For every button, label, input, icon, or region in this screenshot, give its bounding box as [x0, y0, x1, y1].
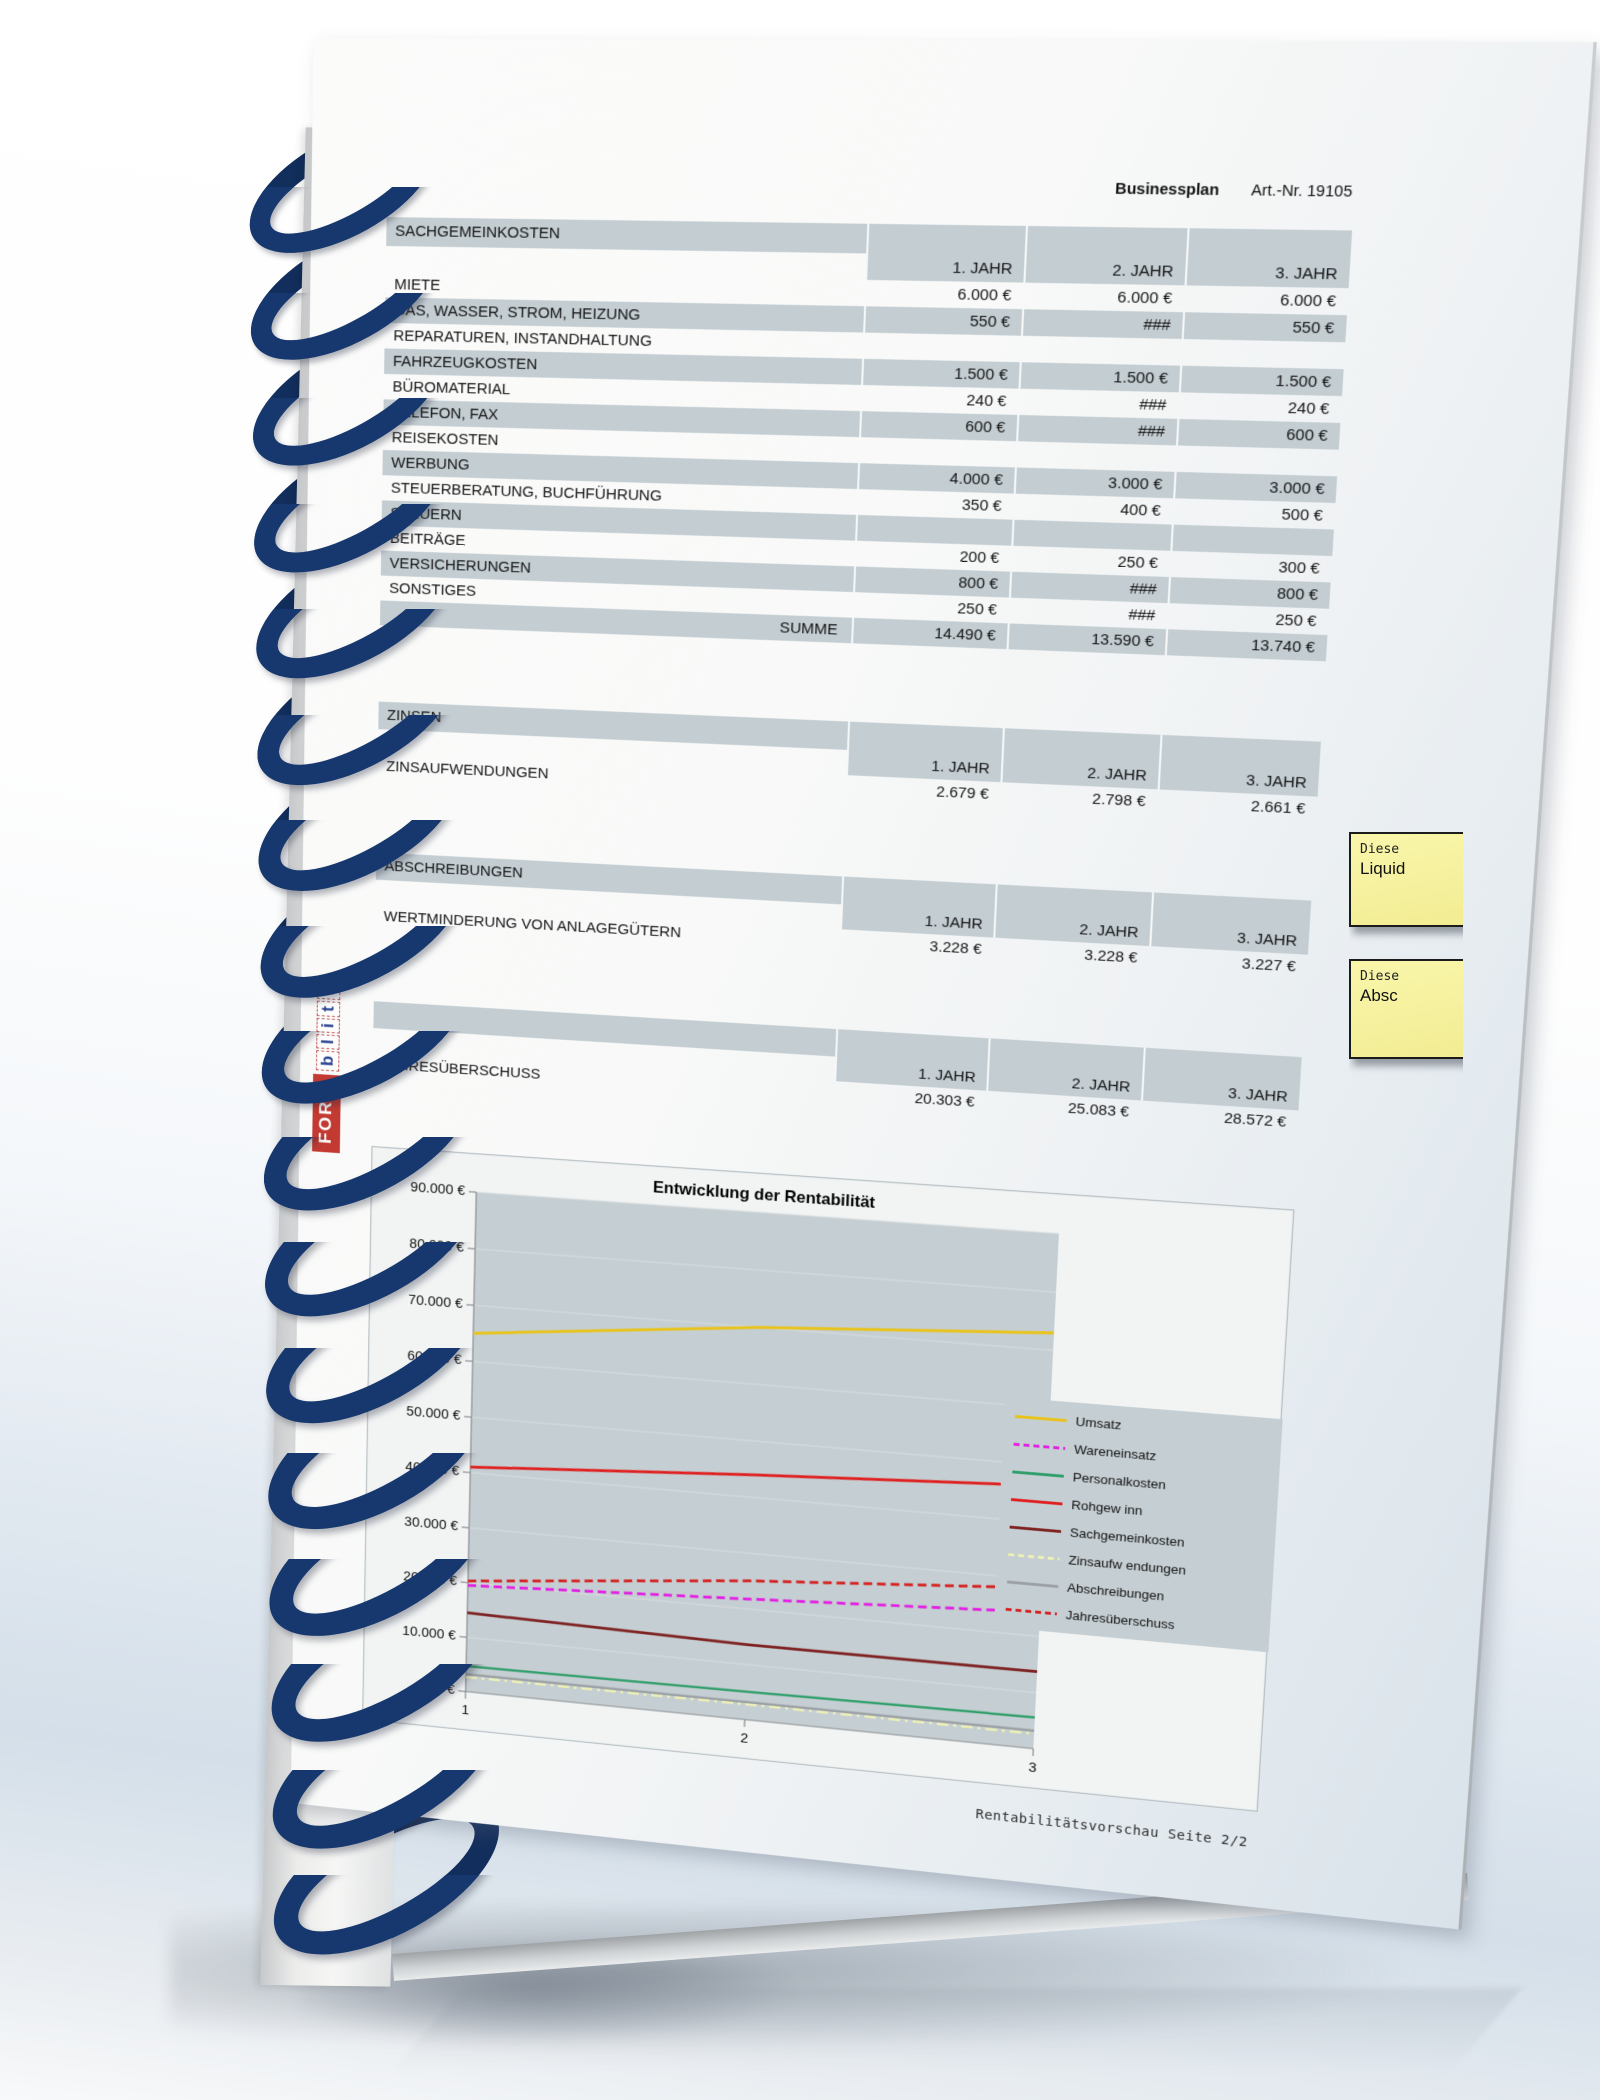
page-header [1115, 180, 1353, 201]
note-text: Diese [1360, 842, 1400, 857]
chart-title: Entwicklung der Rentabilität [652, 1177, 876, 1212]
cell-value: 25.083 € [1067, 1099, 1130, 1121]
cell-value: 3.000 € [1014, 467, 1175, 498]
cell-value: 250 € [1117, 553, 1159, 573]
cell-value: 1.500 € [861, 359, 1020, 389]
summary-value: 13.590 € [1007, 623, 1167, 655]
cell-value [1180, 339, 1345, 369]
row-label: MIETE [394, 275, 441, 295]
row-label: BÜROMATERIAL [392, 378, 511, 399]
row-label: VERSICHERUNGEN [381, 551, 854, 593]
legend-label: Umsatz [1075, 1414, 1122, 1433]
cell-value: 600 € [859, 411, 1017, 441]
legend-label: Sachgemeinkosten [1069, 1525, 1186, 1550]
cell-value: 800 € [853, 566, 1010, 597]
summary-label: SUMME [380, 600, 852, 643]
x-tick-label: 1 [461, 1701, 470, 1719]
y-tick-label: 90.000 € [410, 1178, 466, 1199]
row-label: STEUERN [382, 500, 856, 540]
cell-value: 200 € [959, 548, 1000, 568]
cell-value: 550 € [1182, 312, 1347, 342]
table-section [377, 702, 1320, 823]
doc-type-label: Businessplan [1114, 179, 1220, 200]
cell-value: 2.679 € [935, 783, 990, 803]
cell-value: 2.798 € [1091, 790, 1146, 811]
legend-label: Wareneinsatz [1073, 1442, 1157, 1464]
cell-value: 550 € [863, 306, 1022, 335]
chart-series-abschreibungen [466, 1674, 1034, 1731]
sticky-note [1349, 959, 1463, 1059]
note-text: Diese [1360, 969, 1400, 984]
cell-value: 1.500 € [1018, 362, 1180, 392]
y-tick-label: 70.000 € [408, 1291, 463, 1312]
chart-series-zinsaufw-endungen [466, 1676, 1034, 1733]
y-tick-label: 30.000 € [404, 1513, 459, 1535]
column-header: 3. JAHR [1158, 764, 1320, 797]
row-label: TELEFON, FAX [383, 399, 860, 437]
y-tick-label: 20.000 € [403, 1568, 458, 1589]
cell-value: 400 € [1119, 500, 1162, 521]
row-label: REISEKOSTEN [391, 428, 499, 450]
x-tick-label: 2 [740, 1730, 749, 1747]
cell-value: 20.303 € [914, 1090, 976, 1111]
legend-label: Abschreibungen [1066, 1580, 1165, 1604]
article-number: Art.-Nr. 19105 [1250, 181, 1353, 201]
cell-value: ### [1021, 309, 1183, 339]
row-label: WERBUNG [382, 450, 858, 489]
x-tick-label: 3 [1028, 1759, 1038, 1777]
chart-series-rohgew-inn [470, 1437, 1046, 1518]
cell-value: 600 € [1176, 419, 1340, 450]
legend-label: Zinsaufw endungen [1068, 1552, 1187, 1578]
column-header: 2. JAHR [986, 1066, 1142, 1100]
cell-value: 2.661 € [1250, 797, 1306, 818]
cell-value [1020, 336, 1182, 366]
column-header: 1. JAHR [834, 1057, 987, 1091]
section-title: ABSCHREIBUNGEN [376, 852, 842, 904]
formblitz-logo [312, 978, 342, 1153]
cell-value: 3.228 € [929, 938, 983, 958]
column-header: 3. JAHR [1141, 1076, 1300, 1111]
cell-value: 250 € [956, 599, 998, 619]
column-header: 1. JAHR [840, 904, 994, 937]
cell-value: 350 € [961, 496, 1003, 516]
legend-label: Rohgew inn [1070, 1497, 1143, 1519]
cell-value [866, 224, 1026, 256]
page-footer: Rentabilitätsvorschau Seite 2/2 [975, 1806, 1249, 1851]
legend-label: Personalkosten [1072, 1469, 1167, 1493]
cell-value: 240 € [1287, 399, 1330, 419]
row-label: BEITRÄGE [389, 529, 466, 550]
column-header: 2. JAHR [993, 913, 1150, 947]
note-text: Liquid [1360, 859, 1406, 878]
section-title: SACHGEMEINKOSTEN [386, 217, 867, 253]
row-label: ZINSAUFWENDUNGEN [386, 758, 549, 783]
cell-value [1025, 226, 1188, 258]
column-header: 3. JAHR [1184, 258, 1350, 288]
section-title: ZINSEN [378, 702, 848, 750]
y-tick-label: 40.000 € [405, 1458, 460, 1479]
table-section [375, 852, 1311, 980]
cell-value: 3.000 € [1173, 472, 1337, 503]
chart-series-wareneinsatz [468, 1559, 1040, 1639]
cell-value: 3.228 € [1083, 946, 1138, 967]
cell-value: 800 € [1168, 577, 1331, 609]
logo-form-block: FORM [312, 1074, 341, 1153]
cell-value: ### [1138, 395, 1167, 415]
column-header: 1. JAHR [846, 750, 1002, 782]
cell-value: ### [1009, 572, 1169, 603]
cell-value: 240 € [965, 391, 1007, 411]
row-label: GAS, WASSER, STROM, HEIZUNG [385, 297, 864, 332]
cell-value: 500 € [1281, 505, 1324, 525]
y-tick-label: 50.000 € [406, 1403, 461, 1424]
sticky-note [1349, 832, 1463, 927]
cell-value: 6.000 € [957, 285, 1012, 305]
y-tick-label: - € [438, 1680, 455, 1698]
cell-value: ### [1016, 415, 1177, 445]
y-tick-label: 10.000 € [402, 1622, 456, 1644]
summary-value: 14.490 € [851, 618, 1008, 649]
logo-blitz-letters: blitz [316, 979, 341, 1072]
cell-value: 250 € [1274, 611, 1318, 631]
y-tick-label: 80.000 € [409, 1235, 465, 1256]
cell-value: 3.227 € [1241, 955, 1297, 976]
note-text: Absc [1360, 986, 1398, 1005]
cell-value [862, 333, 1021, 363]
chart-series-sachgemeinkosten [467, 1613, 1037, 1673]
chart-series-jahresüberschuss [468, 1536, 1041, 1635]
chart-series-personalkosten [466, 1661, 1035, 1722]
column-header: 3. JAHR [1149, 921, 1309, 955]
cell-value: 1.500 € [1179, 366, 1344, 396]
sticky-notes [1349, 832, 1463, 1080]
row-label: SONSTIGES [389, 579, 477, 600]
cell-value: 6.000 € [1116, 288, 1173, 308]
chart-legend [994, 1397, 1283, 1652]
y-tick-label: 60.000 € [407, 1347, 462, 1368]
column-header: 2. JAHR [1023, 256, 1186, 285]
floor-reflection [378, 1988, 1522, 2088]
cell-value: 4.000 € [857, 463, 1015, 493]
table-section [380, 217, 1352, 661]
column-header: 2. JAHR [1000, 757, 1159, 790]
table-section [373, 1001, 1302, 1135]
cell-value: 300 € [1277, 558, 1321, 578]
row-label: JAHRESÜBERSCHUSS [381, 1056, 541, 1083]
row-label: FAHRZEUGKOSTEN [384, 348, 862, 385]
row-label: STEUERBERATUNG, BUCHFÜHRUNG [390, 479, 663, 505]
cell-value [1186, 228, 1352, 261]
cell-value: 6.000 € [1279, 291, 1337, 311]
chart-series-umsatz [473, 1288, 1054, 1379]
row-label: WERTMINDERUNG VON ANLAGEGÜTERN [383, 908, 682, 942]
legend-label: Jahresüberschuss [1065, 1607, 1176, 1633]
summary-value: 13.740 € [1165, 629, 1328, 661]
cell-value: 28.572 € [1223, 1109, 1287, 1131]
profitability-chart [362, 1146, 1294, 1812]
cell-value: ### [1127, 605, 1156, 625]
column-header: 1. JAHR [865, 253, 1024, 282]
row-label: REPARATUREN, INSTANDHALTUNG [393, 327, 653, 351]
